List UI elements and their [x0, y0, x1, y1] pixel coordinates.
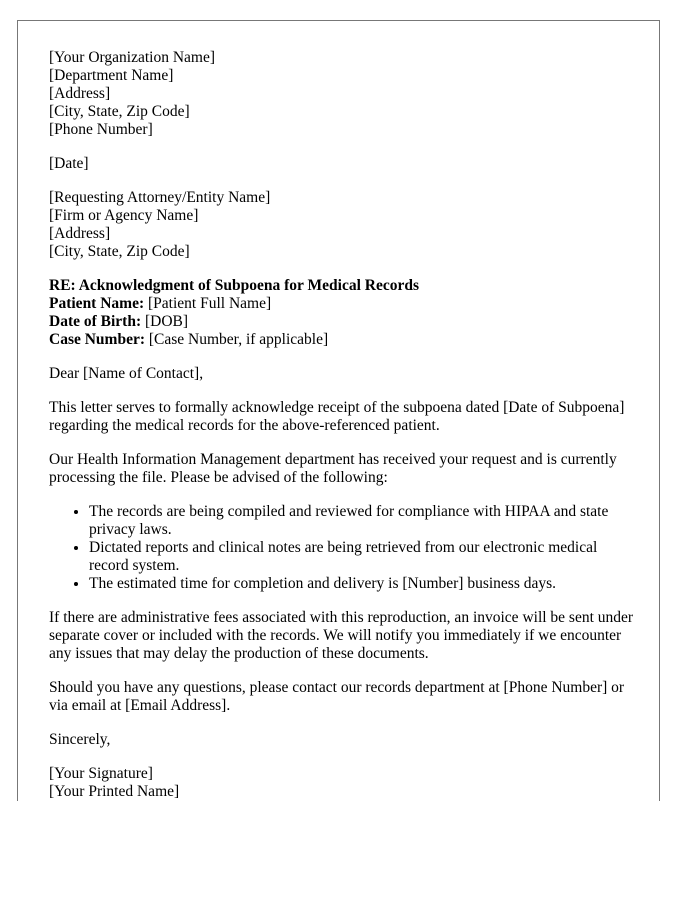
signature-block [49, 765, 639, 801]
closing: Sincerely, [49, 731, 111, 748]
recipient-city: [City, State, Zip Code] [49, 243, 190, 260]
sender-dept: [Department Name] [49, 67, 174, 84]
re-subject [49, 277, 639, 295]
dob-line [49, 313, 639, 331]
paragraph-contact: Should you have any questions, please contact our records department at [Phone Number] or via email at [Email Address]. [49, 679, 625, 714]
sender-address: [Address] [49, 85, 111, 102]
recipient-firm: [Firm or Agency Name] [49, 207, 199, 224]
sender-city: [City, State, Zip Code] [49, 103, 190, 120]
re-subject-text: RE: Acknowledgment of Subpoena for Medical Records [49, 277, 419, 294]
letter-page [17, 20, 660, 801]
paragraph-processing: Our Health Information Management department has received your request and is currently processing the file. Please be advised of the following: [49, 451, 617, 486]
status-list [49, 503, 639, 593]
list-item: • Dictated reports and clinical notes are being retrieved from our electronic medical record system. [89, 539, 639, 575]
letter-date: [Date] [49, 155, 89, 172]
case-number-line [49, 331, 639, 349]
date-block [49, 155, 639, 173]
recipient-address: [Address] [49, 225, 111, 242]
case-number-label: Case Number: [49, 331, 145, 348]
sender-phone: [Phone Number] [49, 121, 153, 138]
letter-body [49, 49, 639, 801]
signature-line: [Your Signature] [49, 765, 153, 782]
printed-name: [Your Printed Name] [49, 783, 180, 800]
case-number-value: [Case Number, if applicable] [148, 331, 329, 348]
patient-name-value: [Patient Full Name] [148, 295, 272, 312]
dob-label: Date of Birth: [49, 313, 142, 330]
re-block [49, 277, 639, 349]
paragraph-acknowledgment: This letter serves to formally acknowledge receipt of the subpoena dated [Date of Subpoena] regarding the medical records for the above-referenced patient. [49, 399, 625, 434]
sender-org: [Your Organization Name] [49, 49, 216, 66]
patient-name-label: Patient Name: [49, 295, 145, 312]
list-item: • The records are being compiled and reviewed for compliance with HIPAA and state privacy laws. [89, 503, 639, 539]
list-item: • The estimated time for completion and delivery is [Number] business days. [89, 575, 639, 593]
paragraph-fees: If there are administrative fees associated with this reproduction, an invoice will be sent under separate cover or included with the records. We will notify you immediately if we encounter any issues that may delay the production of these documents. [49, 609, 634, 662]
sender-block [49, 49, 639, 139]
patient-name-line [49, 295, 639, 313]
recipient-block [49, 189, 639, 261]
dob-value: [DOB] [145, 313, 189, 330]
recipient-name: [Requesting Attorney/Entity Name] [49, 189, 271, 206]
salutation: Dear [Name of Contact], [49, 365, 204, 382]
